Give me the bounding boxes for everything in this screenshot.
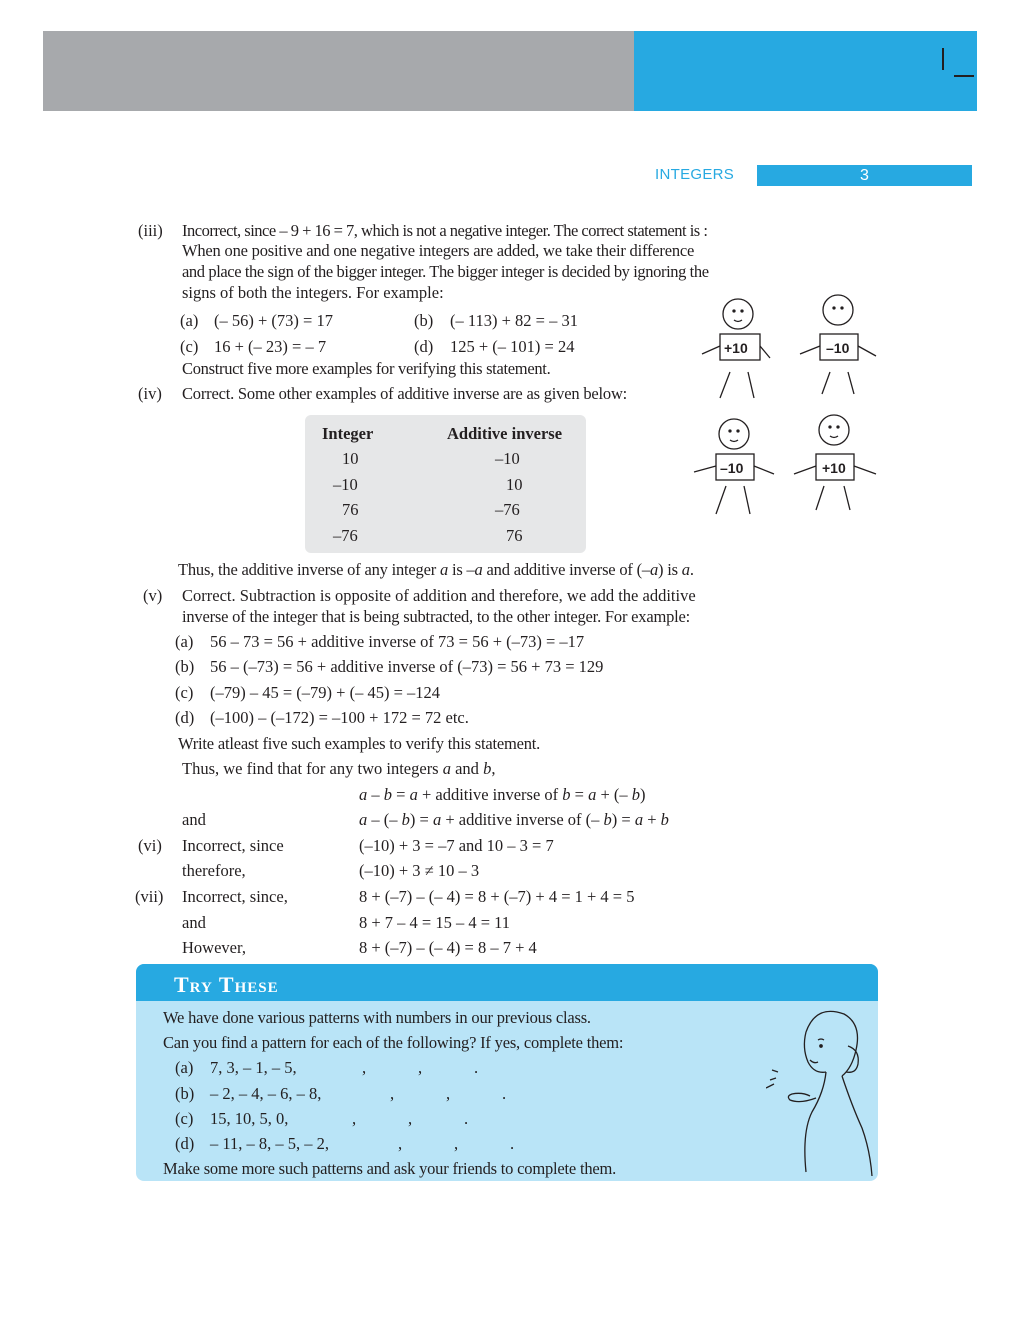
variable: b: [483, 759, 492, 778]
paragraph-line: Correct. Subtraction is opposite of addition and therefore, we add the additive: [182, 586, 696, 605]
variable: b: [562, 785, 571, 804]
example-label: (d): [414, 337, 434, 356]
conclusion-line: [178, 560, 694, 580]
row-right: (–10) + 3 ≠ 10 – 3: [359, 861, 480, 880]
paragraph-line: and place the sign of the bigger integer. The bigger integer is decided by ignoring the: [182, 262, 709, 281]
table-header: Additive inverse: [447, 424, 563, 443]
top-gray-band: [43, 31, 634, 111]
pattern-blank: .: [474, 1058, 479, 1077]
row-right: 8 + 7 – 4 = 15 – 4 = 11: [359, 913, 511, 932]
pattern-label: (c): [175, 1109, 194, 1128]
paragraph-line: Write atleast five such examples to verify this statement.: [178, 734, 541, 753]
thinking-girl-illustration: [766, 1002, 876, 1178]
page-number: 3: [757, 165, 972, 186]
table-cell: –10: [495, 449, 520, 468]
text: ) =: [409, 810, 429, 829]
example-expr: (–100) – (–172) = –100 + 172 = 72 etc.: [210, 708, 469, 727]
crop-mark: [954, 75, 974, 77]
paragraph-line: Construct five more examples for verifying this statement.: [182, 359, 551, 378]
table-header: Integer: [322, 424, 374, 443]
additive-inverse-table: [305, 415, 586, 553]
variable: a: [439, 560, 449, 579]
pattern-seq: 15, 10, 5, 0,: [210, 1109, 289, 1128]
pattern-blank: .: [502, 1084, 507, 1103]
pattern-seq: – 11, – 8, – 5, – 2,: [210, 1134, 330, 1153]
row-left: However,: [182, 938, 246, 957]
pattern-blank: .: [464, 1109, 469, 1128]
figure-head: [819, 415, 849, 445]
variable: a: [588, 785, 597, 804]
figure-head: [823, 295, 853, 325]
example-expr: (–79) – 45 = (–79) + (– 45) = –124: [210, 683, 441, 702]
variable: a: [474, 560, 483, 579]
item-label: (iv): [138, 384, 162, 403]
example-expr: (– 56) + (73) = 17: [214, 311, 333, 330]
pattern-blank: ,: [352, 1109, 357, 1128]
pattern-label: (a): [175, 1058, 194, 1077]
example-expr: 56 – 73 = 56 + additive inverse of 73 = 56 + (–73) = –17: [210, 632, 585, 651]
example-expr: 16 + (– 23) = – 7: [214, 337, 327, 356]
pattern-blank: .: [510, 1134, 515, 1153]
text: =: [396, 785, 406, 804]
text: is –: [451, 560, 475, 579]
table-cell: –10: [333, 475, 358, 494]
crop-mark: [942, 48, 944, 70]
row-left: and: [182, 913, 206, 932]
example-expr: 125 + (– 101) = 24: [450, 337, 575, 356]
pattern-blank: ,: [408, 1109, 413, 1128]
table-cell: –76: [333, 526, 358, 545]
text: + additive inverse of: [421, 785, 559, 804]
try-intro-line: Can you find a pattern for each of the following? If yes, complete them:: [163, 1033, 624, 1052]
variable: b: [660, 810, 669, 829]
table-cell: 10: [506, 475, 523, 494]
item-label: (vi): [138, 836, 162, 855]
text: – (–: [371, 810, 398, 829]
text: Thus, we find that for any two integers: [182, 759, 439, 778]
pattern-blank: ,: [446, 1084, 451, 1103]
text: =: [574, 785, 584, 804]
row-left: therefore,: [182, 861, 246, 880]
example-label: (d): [175, 708, 195, 727]
try-these-box: [136, 964, 878, 1181]
item-label: (v): [143, 586, 163, 605]
text: + additive inverse of (–: [445, 810, 600, 829]
variable: a: [649, 560, 659, 579]
text: and additive inverse of (–: [486, 560, 650, 579]
stick-figures-illustration: [690, 290, 890, 520]
figure-head: [719, 419, 749, 449]
row-right: (–10) + 3 = –7 and 10 – 3 = 7: [359, 836, 554, 855]
example-label: (a): [180, 311, 199, 330]
text: ): [640, 785, 646, 804]
pattern-label: (b): [175, 1084, 195, 1103]
table-cell: 76: [342, 500, 359, 519]
pattern-blank: ,: [418, 1058, 423, 1077]
text: ) =: [611, 810, 631, 829]
variable: b: [631, 785, 641, 804]
variable: a: [359, 810, 368, 829]
paragraph-line: Correct. Some other examples of additive inverse are as given below:: [182, 384, 628, 403]
pattern-blank: ,: [398, 1134, 403, 1153]
pattern-blank: ,: [390, 1084, 395, 1103]
top-blue-band: [634, 31, 977, 111]
variable: b: [401, 810, 410, 829]
pattern-seq: 7, 3, – 1, – 5,: [210, 1058, 297, 1077]
table-cell: –76: [495, 500, 520, 519]
sign-card-label: –10: [826, 340, 850, 356]
table-cell: 76: [506, 526, 523, 545]
variable: a: [432, 810, 442, 829]
row-right: 8 + (–7) – (– 4) = 8 – 7 + 4: [359, 938, 537, 957]
paragraph-line: When one positive and one negative integers are added, we take their difference: [182, 241, 695, 260]
variable: b: [603, 810, 612, 829]
example-expr: (– 113) + 82 = – 31: [450, 311, 578, 330]
try-these-title: Try These: [174, 972, 279, 997]
equation: [359, 785, 646, 805]
equation: [359, 810, 669, 830]
row-left: Incorrect, since,: [182, 887, 288, 906]
item-label: (iii): [138, 221, 163, 240]
sign-card-label: +10: [822, 460, 846, 476]
variable: b: [383, 785, 392, 804]
table-cell: 10: [342, 449, 359, 468]
pattern-blank: ,: [362, 1058, 367, 1077]
example-label: (b): [414, 311, 434, 330]
paragraph-line: signs of both the integers. For example:: [182, 283, 444, 302]
example-label: (c): [180, 337, 199, 356]
try-outro-line: Make some more such patterns and ask your friends to complete them.: [163, 1159, 617, 1178]
text: –: [371, 785, 380, 804]
paragraph-line: Incorrect, since – 9 + 16 = 7, which is not a negative integer. The correct statement is :: [182, 221, 708, 240]
example-expr: 56 – (–73) = 56 + additive inverse of (–73) = 56 + 73 = 129: [210, 657, 604, 676]
text: ) is: [658, 560, 678, 579]
sign-card-label: –10: [720, 460, 744, 476]
paragraph-line: Thus, we find that for any two integers a and b,: [182, 759, 496, 778]
example-label: (b): [175, 657, 195, 676]
item-label: (vii): [135, 887, 164, 906]
row-left: Incorrect, since: [182, 836, 284, 855]
figure-head: [723, 299, 753, 329]
chapter-title: INTEGERS: [655, 166, 735, 183]
row-right: 8 + (–7) – (– 4) = 8 + (–7) + 4 = 1 + 4 = 5: [359, 887, 635, 906]
variable: a: [359, 785, 368, 804]
pattern-seq: – 2, – 4, – 6, – 8,: [210, 1084, 322, 1103]
text: and: [455, 759, 479, 778]
text: Thus, the additive inverse of any integer: [178, 560, 437, 579]
sign-card-label: +10: [724, 340, 748, 356]
variable: a: [634, 810, 644, 829]
try-intro-line: We have done various patterns with numbers in our previous class.: [163, 1008, 591, 1027]
pattern-label: (d): [175, 1134, 195, 1153]
example-label: (c): [175, 683, 194, 702]
variable: a: [681, 560, 690, 579]
pattern-blank: ,: [454, 1134, 459, 1153]
text: +: [647, 810, 657, 829]
variable: a: [409, 785, 418, 804]
text: + (–: [600, 785, 628, 804]
variable: a: [442, 759, 451, 778]
paragraph-line: inverse of the integer that is being subtracted, to the other integer. For example:: [182, 607, 691, 626]
connector-word: and: [182, 810, 206, 829]
text: .: [689, 560, 694, 579]
example-label: (a): [175, 632, 194, 651]
